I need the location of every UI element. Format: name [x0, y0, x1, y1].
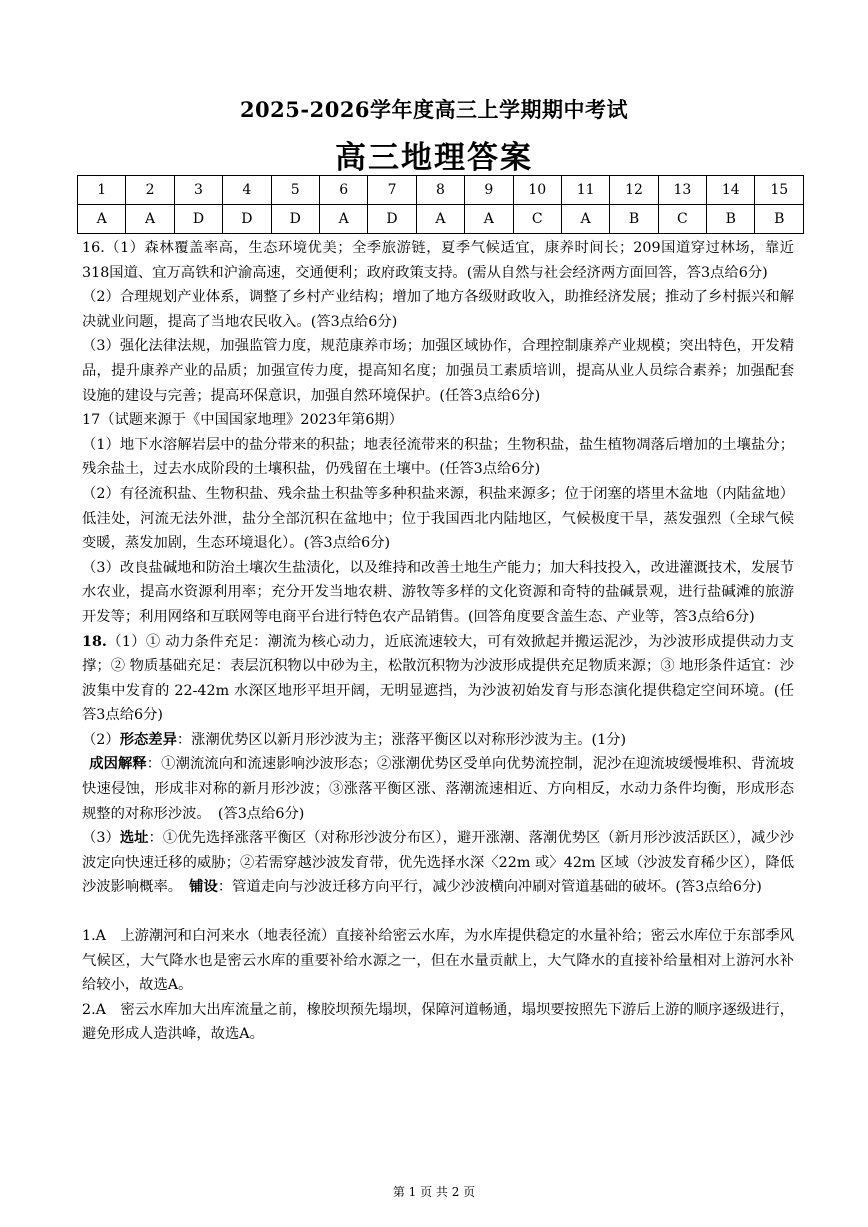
question-number: 1: [78, 176, 126, 205]
question-number: 2: [126, 176, 174, 205]
answer-cell: A: [319, 205, 367, 234]
q18-laying-text: ：管道走向与沙波迁移方向平行，减少沙波横向冲刷对管道基础的破坏。(答3点给6分): [217, 879, 762, 896]
answer-cell: A: [126, 205, 174, 234]
question-number: 9: [465, 176, 513, 205]
q18-site-text: ：①优先选择涨落平衡区（对称形沙波分布区），避开涨潮、落潮优势区（新月形沙波活跃区），减少沙波定向快速迁移的威胁；②若需穿越沙波发育带，优先选择水深〈22m 或〉42m 区域（沙波发育稀少区），降低沙波影响概率。: [82, 830, 794, 896]
q18-cause: [82, 752, 794, 826]
answer-table: [77, 175, 804, 234]
answer-cell: A: [465, 205, 513, 234]
question-number: 3: [174, 176, 222, 205]
subject-title: 高三地理答案: [335, 140, 533, 176]
question-number: 5: [271, 176, 319, 205]
q18-part2-text: ：涨潮优势区以新月形沙波为主；涨落平衡区以对称形沙波为主。(1分): [176, 731, 627, 748]
explanation-2: 2.A 密云水库加大出库流量之前，橡胶坝预先塌坝，保障河道畅通，塌坝要按照先下游后上游的顺序逐级进行，避免形成人造洪峰，故选A。: [82, 1001, 794, 1043]
q18-part2-heading: 形态差异: [119, 731, 177, 748]
answer-cell: C: [658, 205, 706, 234]
q17-part1: （1）地下水溶解岩层中的盐分带来的积盐；地表径流带来的积盐；生物积盐，盐生植物凋落后增加的土壤盐分；残余盐土，过去水成阶段的土壤积盐，仍残留在土壤中。(任答3点给6分): [82, 436, 794, 478]
question-number: 13: [658, 176, 706, 205]
q16-part3: （3）强化法律法规，加强监管力度，规范康养市场；加强区域协作，合理控制康养产业规模；突出特色，开发精品，提升康养产业的品质；加强宣传力度，提高知名度；加强员工素质培训，提高从业人员综合素养；加强配套设施的建设与完善；提高环保意识，加强自然环境保护。(任答3点给6分): [82, 338, 794, 404]
q18-part1-text: （1）① 动力条件充足：潮流为核心动力，近底流速较大，可有效掀起并搬运泥沙，为沙波形成提供动力支撑；② 物质基础充足：表层沉积物以中砂为主，松散沉积物为沙波形成提供充足物质来源；③ 地形条件适宜：沙波集中发育的 22-42m 水深区地形平坦开阔，无明显遮挡，为沙波初始发育与形态演化提供稳定空间环境。(任答3点给6分): [82, 633, 794, 724]
exam-title: 2025-2026学年度高三上学期期中考试: [239, 97, 629, 122]
q18-laying-heading: 铺设: [189, 879, 218, 896]
question-number: 7: [368, 176, 416, 205]
explanation-1: 1.A 上游潮河和白河来水（地表径流）直接补给密云水库，为水库提供稳定的水量补给；密云水库位于东部季风气候区，大气降水也是密云水库的重要补给水源之一，但在水量贡献上，大气降水的直接补给量相对上游河水补给较小，故选A。: [82, 928, 794, 994]
section-gap: [82, 900, 794, 924]
answer-cell: D: [368, 205, 416, 234]
question-number: 10: [513, 176, 561, 205]
answer-cell: B: [755, 205, 804, 234]
q17-part2: （2）有径流积盐、生物积盐、残余盐土积盐等多种积盐来源，积盐来源多；位于闭塞的塔里木盆地（内陆盆地）低洼处，河流无法外泄，盐分全部沉积在盆地中；位于我国西北内陆地区，气候极度干旱，蒸发强烈（全球气候变暖，蒸发加剧，生态环境退化）。(答3点给6分): [82, 485, 794, 552]
page-footer: 第 1 页 共 2 页: [392, 1185, 476, 1199]
answer-cell: A: [561, 205, 609, 234]
q18-number: 18.: [82, 633, 107, 650]
q17-source: 17（试题来源于《中国国家地理》2023年第6期）: [82, 412, 404, 429]
q18-part2-prefix: （2）: [82, 731, 120, 748]
answer-cell: B: [707, 205, 755, 234]
question-number: 15: [755, 176, 804, 205]
answer-cell: A: [78, 205, 126, 234]
answer-cell: C: [513, 205, 561, 234]
q18-part1: [82, 630, 794, 728]
q17-part3: （3）改良盐碱地和防治土壤次生盐渍化，以及维持和改善土地生产能力；加大科技投入，改进灌溉技术，发展节水农业，提高水资源利用率；充分开发当地农耕、游牧等多样的文化资源和奇特的盐碱景观，进行盐碱滩的旅游开发等；利用网络和互联网等电商平台进行特色农产品销售。(回答角度要含盖生态、产业等，答3点给6分): [82, 559, 794, 625]
question-number: 8: [416, 176, 464, 205]
answer-body: [82, 236, 794, 1047]
answer-cell: D: [223, 205, 271, 234]
answer-cell: B: [610, 205, 658, 234]
q18-cause-text: ：①潮流流向和流速影响沙波形态；②涨潮优势区受单向优势流控制，泥沙在迎流坡缓慢堆积、背流坡快速侵蚀，形成非对称的新月形沙波；③涨落平衡区涨、落潮流速相近、方向相反，水动力条件均衡，形成形态规整的对称形沙波。 (答3点给6分): [82, 756, 795, 822]
q18-cause-heading: 成因解释: [89, 756, 147, 773]
answer-cell: A: [416, 205, 464, 234]
q18-part3-prefix: （3）: [82, 830, 120, 847]
question-number: 4: [223, 176, 271, 205]
question-number: 12: [610, 176, 658, 205]
q18-site-heading: 选址: [119, 830, 149, 847]
question-number: 11: [561, 176, 609, 205]
q18-part3: [82, 826, 794, 900]
question-number: 14: [707, 176, 755, 205]
answer-table-answer-row: [78, 205, 804, 234]
q16-part2: （2）合理规划产业体系，调整了乡村产业结构；增加了地方各级财政收入，助推经济发展；推动了乡村振兴和解决就业问题，提高了当地农民收入。(答3点给6分): [82, 289, 794, 330]
answer-cell: D: [174, 205, 222, 234]
q16-part1: 16.（1）森林覆盖率高，生态环境优美；全季旅游链，夏季气候适宜，康养时间长；209国道穿过林场，靠近318国道、宜万高铁和沪渝高速，交通便利；政府政策支持。(需从自然与社会经济两方面回答，答3点给6分): [82, 240, 794, 281]
answer-cell: D: [271, 205, 319, 234]
question-number: 6: [319, 176, 367, 205]
answer-table-number-row: [78, 176, 804, 205]
q18-part2: [82, 728, 794, 753]
